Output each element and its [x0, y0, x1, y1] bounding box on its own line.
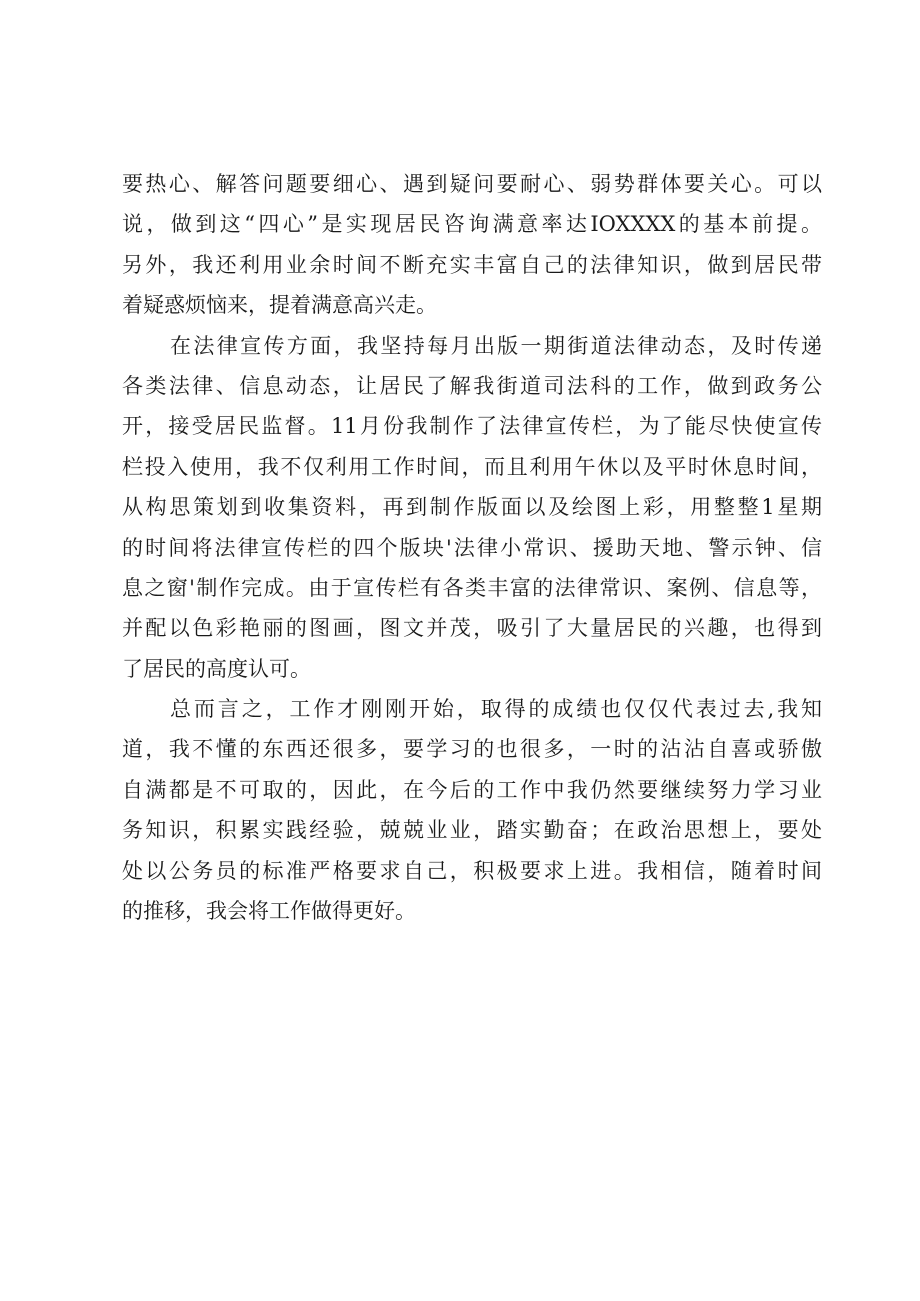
paragraph-2: [122, 326, 822, 690]
paragraph-line: 并配以色彩艳丽的图画，图文并茂，吸引了大量居民的兴趣，也得到: [122, 616, 822, 641]
paragraph-line: 开，接受居民监督。11月份我制作了法律宣传栏，为了能尽快使宣传: [122, 414, 822, 439]
paragraph-3: [122, 689, 822, 931]
paragraph-line: 处以公务员的标准严格要求自己，积极要求上进。我相信，随着时间: [122, 858, 822, 883]
paragraph-line: 的推移，我会将工作做得更好。: [122, 899, 416, 924]
paragraph-line: 从构思策划到收集资料，再到制作版面以及绘图上彩，用整整1星期: [122, 495, 822, 520]
paragraph-line: 总而言之，工作才刚刚开始，取得的成绩也仅仅代表过去,我知: [170, 697, 822, 722]
paragraph-line: 要热心、解答问题要细心、遇到疑问要耐心、弱势群体要关心。可以: [122, 172, 822, 196]
paragraph-line: 息之窗'制作完成。由于宣传栏有各类丰富的法律常识、案例、信息等，: [122, 575, 822, 600]
paragraph-line: 在法律宣传方面，我坚持每月出版一期街道法律动态，及时传递: [170, 333, 822, 358]
paragraph-line: 道，我不懂的东西还很多，要学习的也很多，一时的沾沾自喜或骄傲: [122, 737, 822, 762]
paragraph-line: 的时间将法律宣传栏的四个版块'法律小常识、援助天地、警示钟、信: [122, 535, 822, 560]
paragraph-line: 了居民的高度认可。: [122, 656, 311, 681]
paragraph-line: 栏投入使用，我不仅利用工作时间，而且利用午休以及平时休息时间，: [122, 454, 822, 479]
document-body: [122, 164, 822, 931]
paragraph-line: 着疑惑烦恼来，提着满意高兴走。: [122, 293, 437, 318]
paragraph-line: 务知识，积累实践经验，兢兢业业，踏实勤奋；在政治思想上，要处: [122, 818, 822, 843]
paragraph-line: 各类法律、信息动态，让居民了解我街道司法科的工作，做到政务公: [122, 373, 822, 398]
paragraph-1: [122, 164, 822, 326]
paragraph-line: 自满都是不可取的，因此，在今后的工作中我仍然要继续努力学习业: [122, 777, 822, 802]
paragraph-line: 另外，我还利用业余时间不断充实丰富自己的法律知识，做到居民带: [122, 252, 822, 277]
paragraph-line: 说，做到这“四心”是实现居民咨询满意率达IOXXXX的基本前提。: [122, 212, 822, 237]
